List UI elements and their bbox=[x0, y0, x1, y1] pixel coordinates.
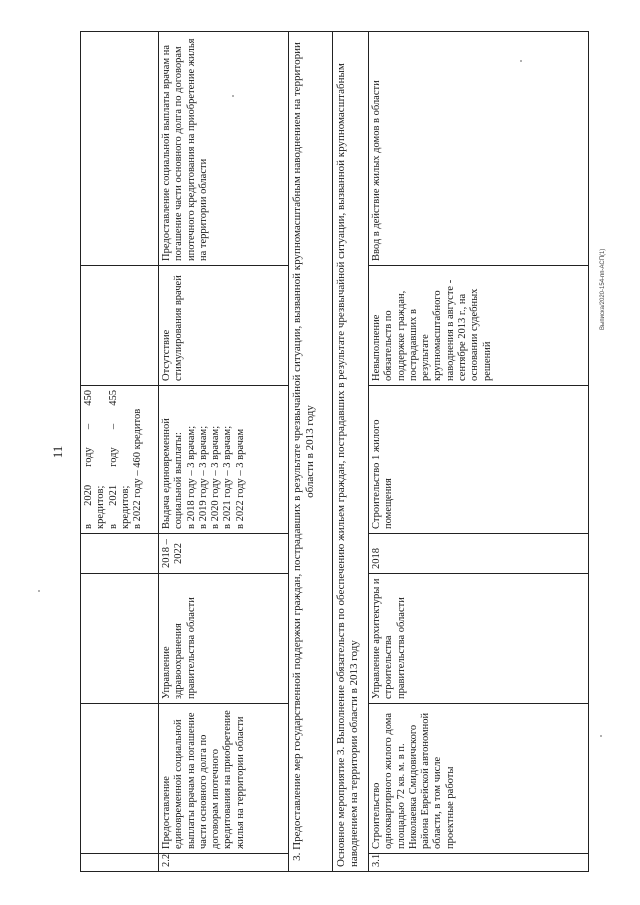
section-heading-row bbox=[289, 32, 333, 872]
cell-executor: Управление здравоохранения правительства области bbox=[159, 574, 289, 704]
result-line: кредитов; bbox=[95, 485, 107, 529]
cell-indicator: Предоставление социальной выплаты врачам на погашение части основного долга по договорам ипотечного кредитования на приобретение жилья на территории области bbox=[159, 32, 289, 266]
cell-period bbox=[81, 534, 159, 574]
result-line: в 2021 году – 455 bbox=[107, 390, 119, 529]
cell-result bbox=[159, 386, 289, 534]
cell-period: 2018 – 2022 bbox=[159, 534, 289, 574]
cell-number: 3.1 bbox=[369, 854, 589, 872]
cell-period: 2018 bbox=[369, 534, 589, 574]
scan-speck bbox=[520, 60, 522, 62]
cell-indicator: Ввод в действие жилых домов в области bbox=[369, 32, 589, 266]
cell-number bbox=[81, 854, 159, 872]
cell-indicator bbox=[81, 32, 159, 266]
main-activity-3: Основное мероприятие 3. Выполнение обязательств по обеспечению жильем граждан, пострадавших в результате чрезвычайной ситуации, вызванной крупномасштабным наводнением на территории области в 2013 году bbox=[333, 32, 369, 872]
table-row-2-2 bbox=[159, 32, 289, 872]
cell-consequence: Отсутствие стимулирования врачей bbox=[159, 266, 289, 386]
cell-result bbox=[81, 386, 159, 534]
cell-number: 2.2 bbox=[159, 854, 289, 872]
main-activity-row bbox=[333, 32, 369, 872]
cell-executor: Управление архитектуры и строительства правительства области bbox=[369, 574, 589, 704]
table-row-continuation bbox=[81, 32, 159, 872]
cell-consequence bbox=[81, 266, 159, 386]
cell-name bbox=[81, 704, 159, 854]
page-number: 11 bbox=[50, 445, 65, 459]
section-3-heading: 3. Предоставление мер государственной поддержки граждан, пострадавших в результате чрезвычайной ситуации, вызванной крупномасштабным наводнением на территории области в 2013 году bbox=[289, 32, 333, 872]
cell-result: Строительство 1 жилого помещения bbox=[369, 386, 589, 534]
result-line: в 2020 году – 450 bbox=[83, 390, 94, 529]
cell-name: Строительство одноквартирного жилого дома площадью 72 кв. м. в п. Николаевка Смидовичского района Еврейской автономной области, в том числе проектные работы bbox=[369, 704, 589, 854]
result-line: в 2020 году – 3 врачам; bbox=[210, 425, 222, 529]
result-line: в 2022 году – 3 врачам bbox=[234, 428, 246, 529]
scan-speck bbox=[232, 95, 234, 97]
result-line: в 2021 году – 3 врачам; bbox=[222, 425, 234, 529]
activities-table bbox=[80, 31, 589, 872]
cell-executor bbox=[81, 574, 159, 704]
rotated-table-area bbox=[80, 32, 590, 872]
scan-speck bbox=[38, 590, 40, 592]
result-line: кредитов; bbox=[119, 485, 131, 529]
result-line: Выдача единовременной социальной выплаты: bbox=[161, 418, 185, 529]
scan-speck bbox=[600, 735, 602, 737]
cell-name: Предоставление единовременной социальной выплаты врачам на погашение части основного долга по договорам ипотечного кредитования на приобретение жилья на территории области bbox=[159, 704, 289, 854]
cell-consequence: Невыполнение обязательств по поддержке граждан, пострадавших в результате крупномасштабного наводнения в августе - сентябре 2013 г., на основании судебных решений bbox=[369, 266, 589, 386]
result-line: в 2022 году – 460 кредитов bbox=[132, 408, 144, 529]
table-row-3-1 bbox=[369, 32, 589, 872]
footer-mark: Выписка/2020-154-пп-АСП(1) bbox=[600, 248, 606, 330]
result-line: в 2019 году – 3 врачам; bbox=[197, 425, 209, 529]
result-line: в 2018 году – 3 врачам; bbox=[185, 425, 197, 529]
